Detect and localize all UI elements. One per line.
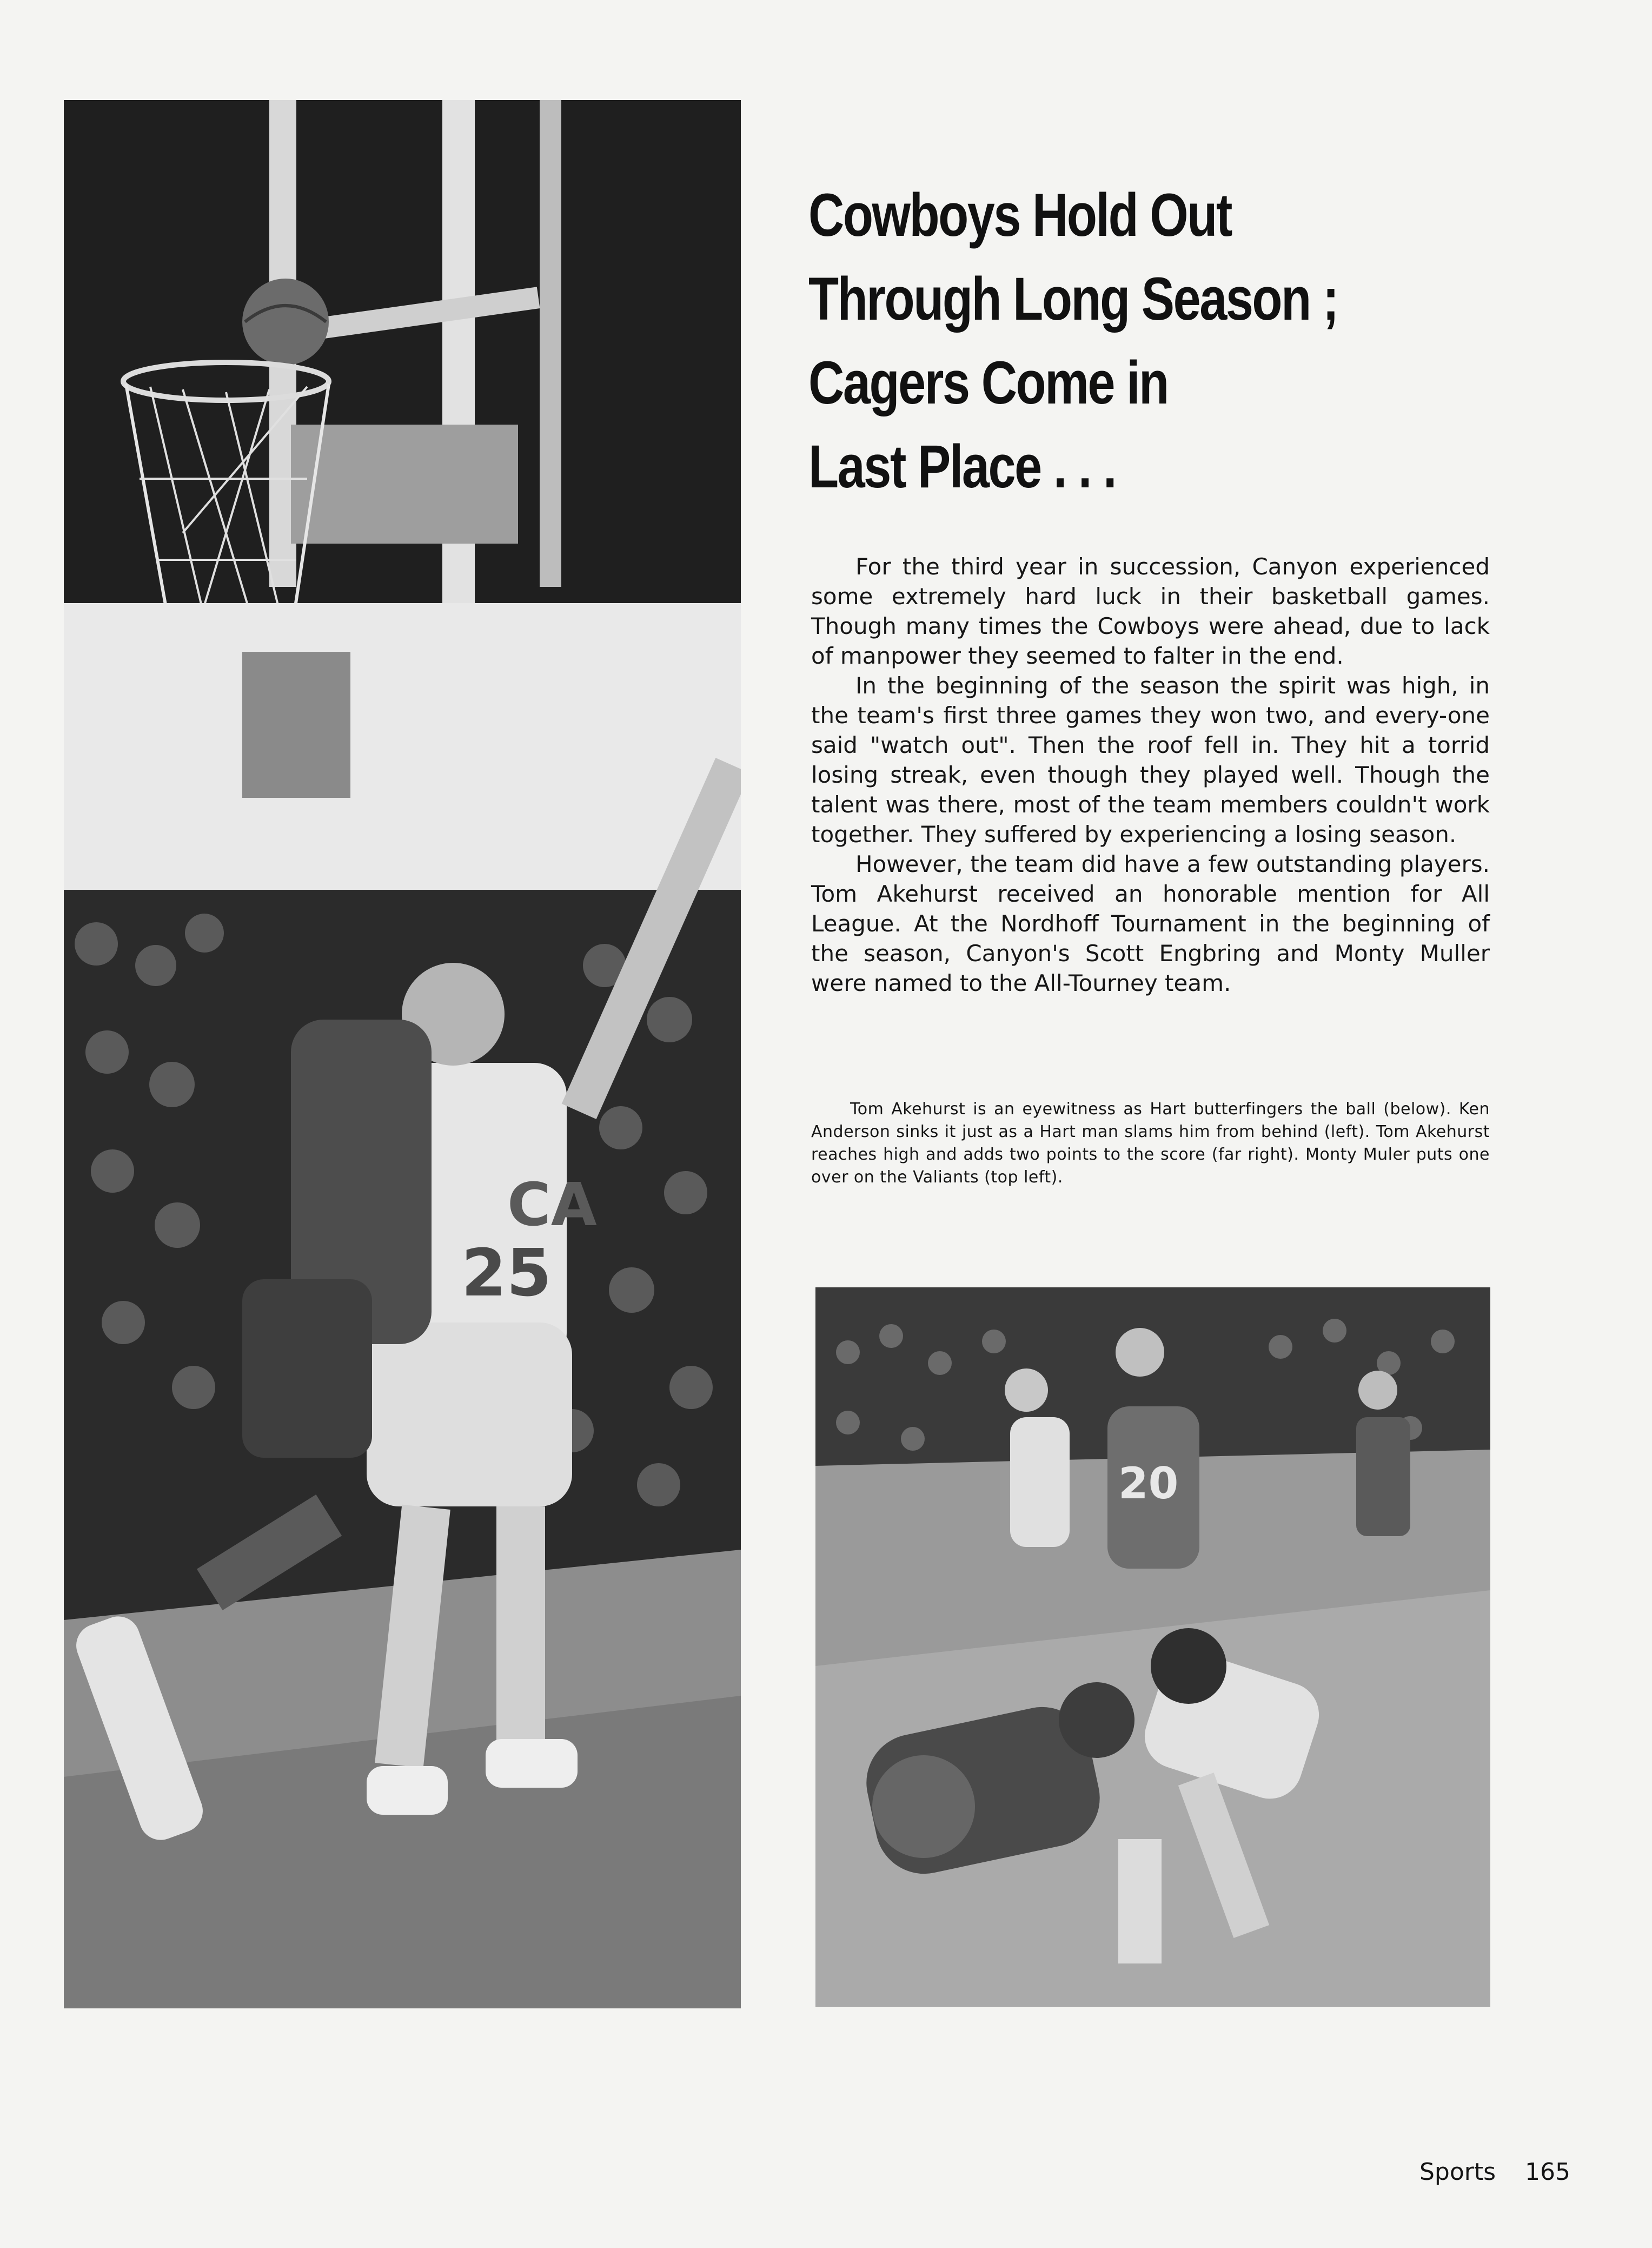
loose-ball-photo: [815, 1287, 1490, 2007]
article-headline: [808, 173, 1385, 508]
section-name: Sports: [1419, 2158, 1496, 2186]
page-footer: [1419, 2158, 1570, 2186]
photo-caption-text: Tom Akehurst is an eyewitness as Hart butterfingers the ball (below). Ken Anderson sinks it just as a Hart man slams him from behind (left). Tom Akehurst reaches high and adds two points to the score (far right). Monty Muler puts one over on the Valiants (top left).: [811, 1100, 1490, 1187]
photo-caption: [811, 1098, 1490, 1189]
article-body: [811, 552, 1490, 998]
headline-line-2: Through Long Season ;: [808, 265, 1338, 333]
page-number: 165: [1525, 2158, 1571, 2186]
headline-line-3: Cagers Come in: [808, 349, 1168, 416]
jersey-letters: CA: [507, 1170, 597, 1239]
layup-photo: [64, 100, 741, 2008]
layup-photo-graphic: [64, 100, 741, 2008]
body-paragraph-3: However, the team did have a few outstanding players. Tom Akehurst received an honorable mention for All League. At the Nordhoff Tournament in the beginning of the season, Canyon's Scott Engbring and Monty Muller were named to the All-Tourney team.: [811, 851, 1490, 996]
loose-ball-photo-graphic: [815, 1287, 1490, 2007]
jersey-number-25: 25: [461, 1236, 552, 1311]
body-paragraph-1: For the third year in succession, Canyon experienced some extremely hard luck in their basketball games. Though many times the Cowboys were ahead, due to lack of manpower they seemed to falter in the end.: [811, 553, 1490, 669]
headline-line-4: Last Place . . .: [808, 433, 1116, 500]
jersey-number-20: 20: [1118, 1458, 1179, 1509]
body-paragraph-2: In the beginning of the season the spirit was high, in the team's first three games they won two, and every-one said "watch out". Then the roof fell in. They hit a torrid losing streak, even though they played well. Though the talent was there, most of the team members couldn't work together. They suffered by experiencing a losing season.: [811, 672, 1490, 848]
headline-line-1: Cowboys Hold Out: [808, 181, 1232, 249]
